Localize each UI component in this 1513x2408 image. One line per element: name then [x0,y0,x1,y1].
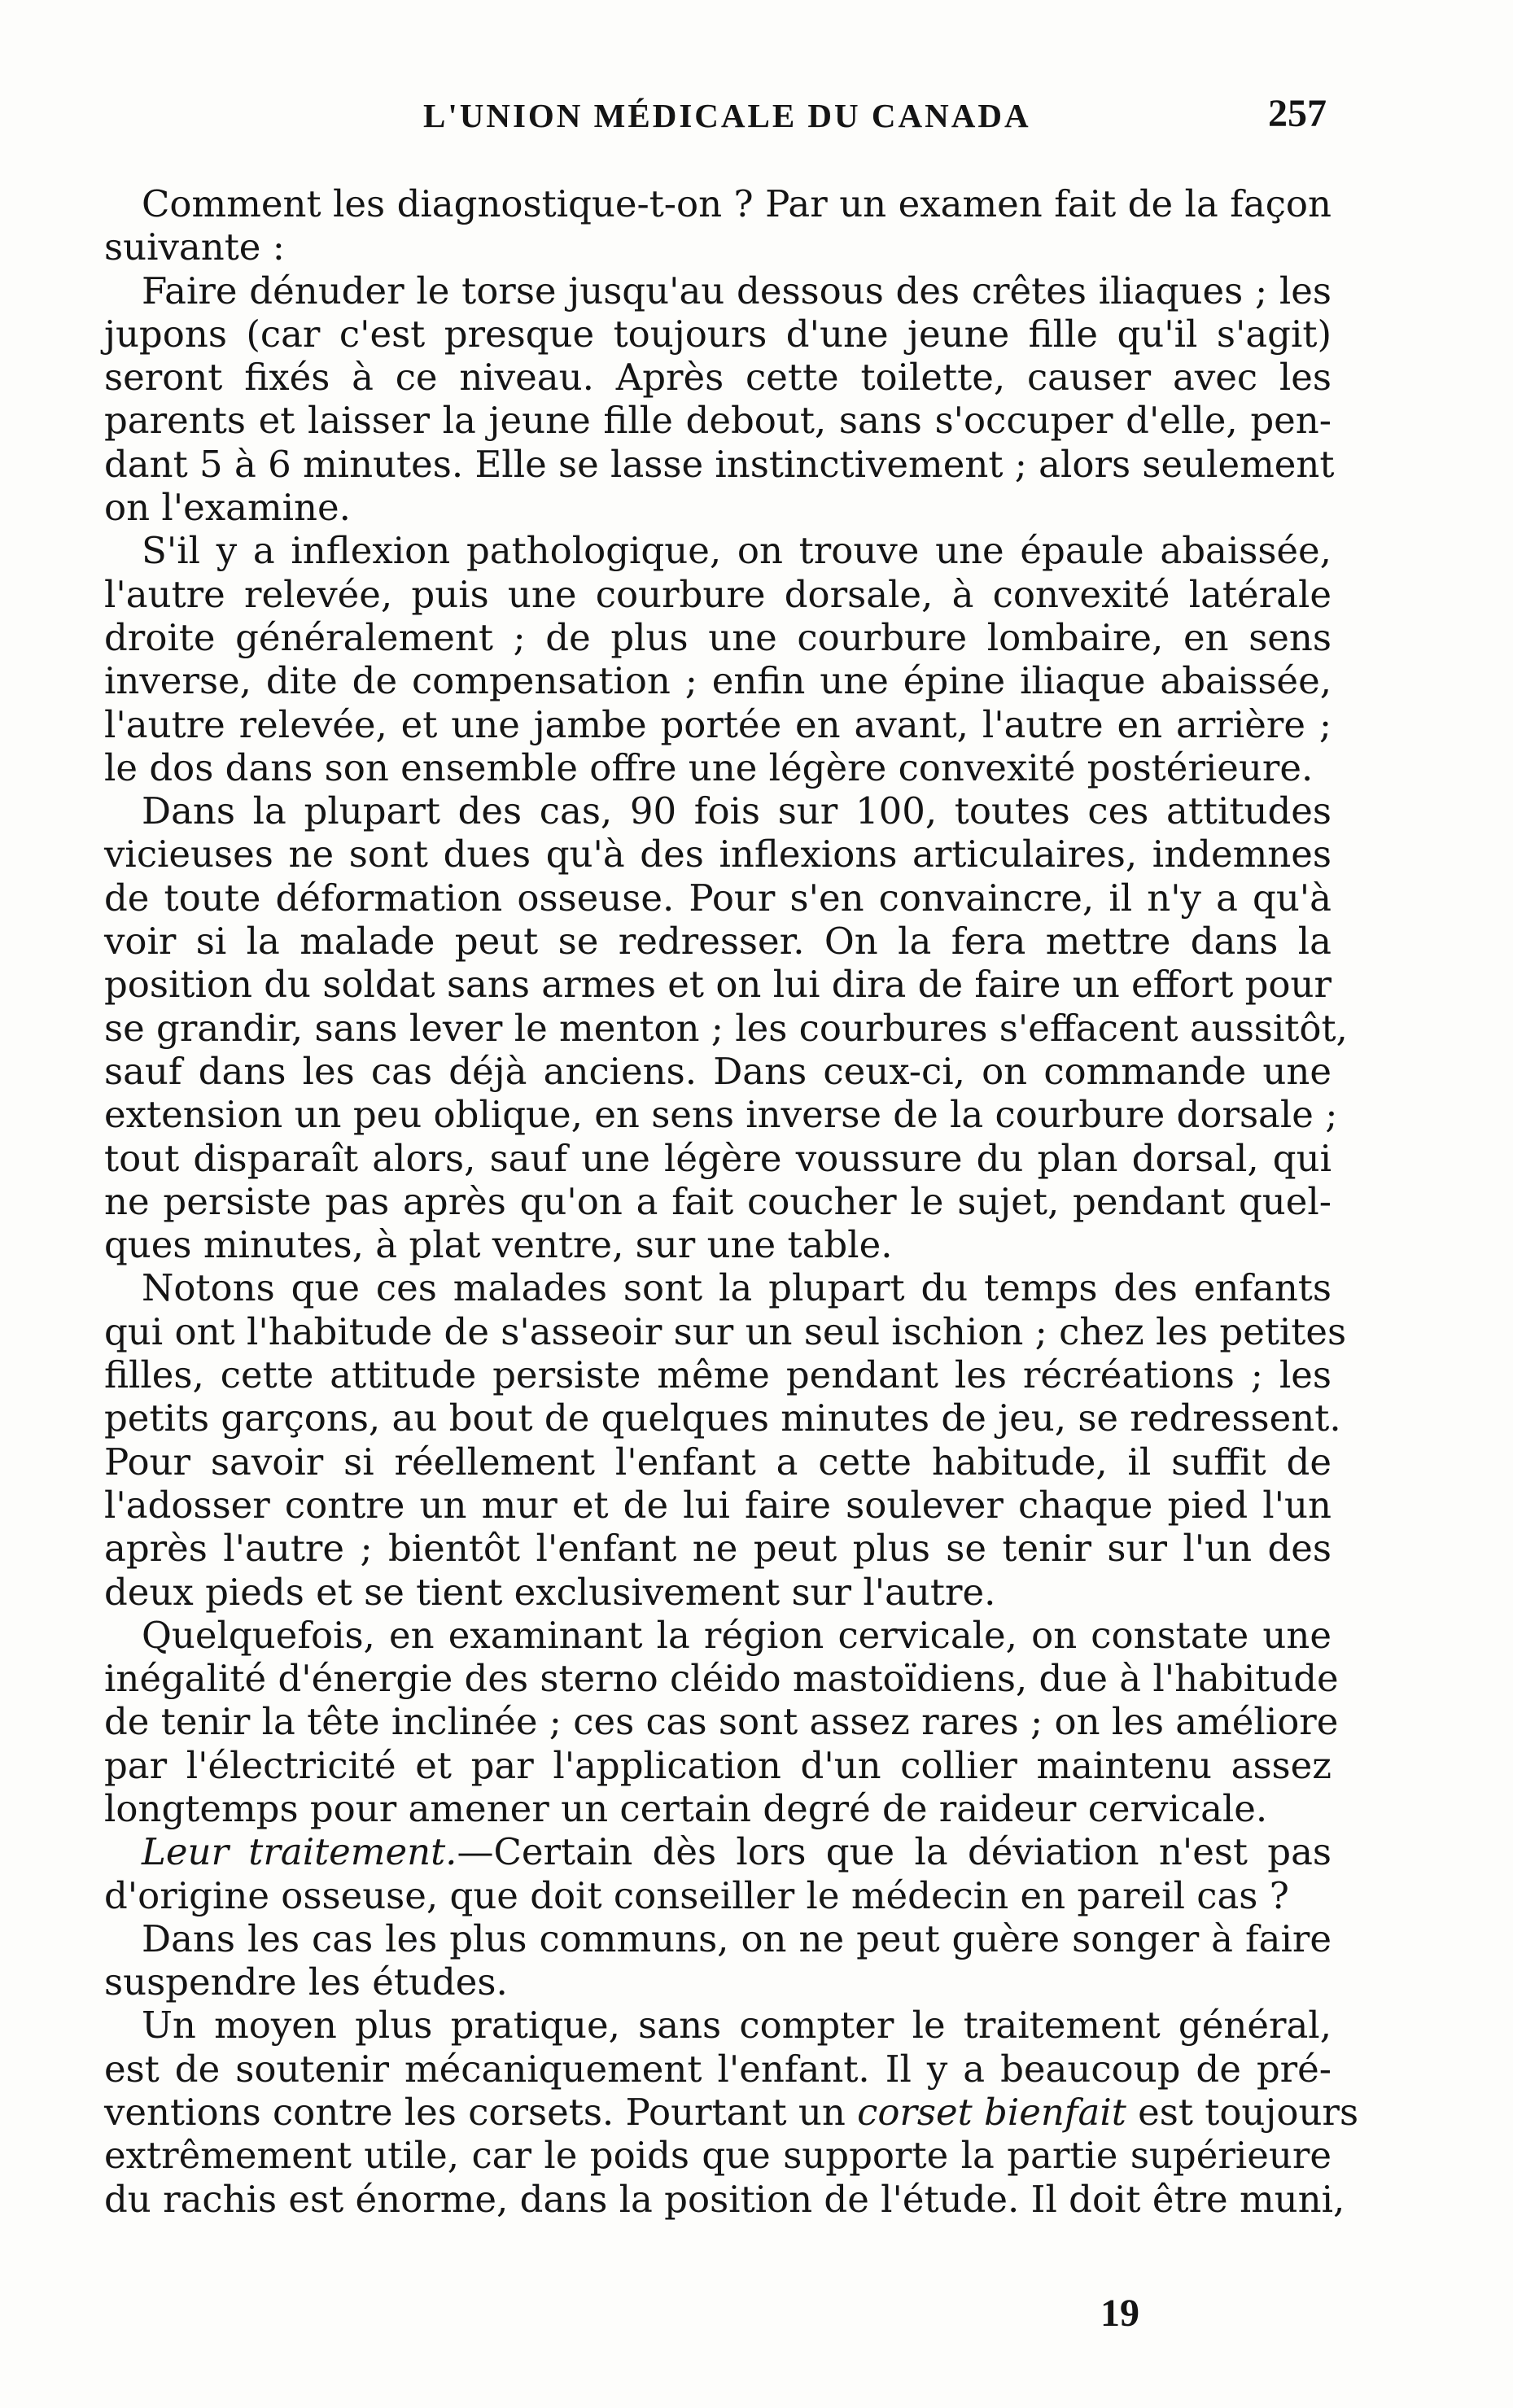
text-line: Notons que ces malades sont la plupart du temps des enfants [142,1266,1332,1310]
text-line: du rachis est énorme, dans la position de l'étude. Il doit être muni, [104,2177,1345,2221]
text-line: d'origine osseuse, que doit conseiller le médecin en pareil cas ? [104,1873,1289,1917]
text-line: vicieuses ne sont dues qu'à des inflexions articulaires, indemnes [104,833,1332,876]
line-text: —Certain dès lors que la déviation n'est pas [457,1830,1332,1874]
text-line: de toute déformation osseuse. Pour s'en convaincre, il n'y a qu'à [104,876,1332,920]
text-line: l'autre relevée, et une jambe portée en avant, l'autre en arrière ; [104,702,1332,746]
text-line: Comment les diagnostique-t-on ? Par un examen fait de la façon [142,182,1332,225]
text-line: position du soldat sans armes et on lui dira de faire un effort pour [104,963,1332,1007]
text-line: l'autre relevée, puis une courbure dorsale, à convexité latérale [104,572,1332,616]
text-line: Un moyen plus pratique, sans compter le traitement général, [142,2004,1332,2047]
text-line: inégalité d'énergie des sterno cléido mastoïdiens, due à l'habitude [104,1657,1339,1701]
text-line [104,1830,1332,1873]
text-line: ventions contre les corsets. Pourtant un corset bienfait est toujours [104,2091,1359,2135]
text-line: suspendre les études. [104,1960,508,2004]
text-line: S'il y a inflexion pathologique, on trouve une épaule abaissée, [142,529,1332,573]
text-line: l'adosser contre un mur et de lui faire soulever chaque pied l'un [104,1483,1332,1527]
text-line: petits garçons, au bout de quelques minutes de jeu, se redressent. [104,1396,1341,1440]
text-line: ne persiste pas après qu'on a fait coucher le sujet, pendant quel- [104,1179,1332,1223]
text-line: dant 5 à 6 minutes. Elle se lasse instinctivement ; alors seulement [104,442,1335,486]
text-line: longtemps pour amener un certain degré de raideur cervicale. [104,1786,1268,1830]
text-line: voir si la malade peut se redresser. On la fera mettre dans la [104,920,1332,964]
running-title: L'UNION MÉDICALE DU CANADA [423,97,1031,134]
text-line: Pour savoir si réellement l'enfant a cette habitude, il suffit de [104,1440,1332,1484]
text-line: extrêmement utile, car le poids que supporte la partie supérieure [104,2134,1332,2178]
text-line: par l'électricité et par l'application d'un collier maintenu assez [104,1743,1332,1787]
text-line: Dans la plupart des cas, 90 fois sur 100, toutes ces attitudes [142,789,1332,833]
italic-phrase: corset bienfait [857,2091,1126,2135]
text-line: Faire dénuder le torse jusqu'au dessous des crêtes iliaques ; les [142,269,1332,312]
text-line: est de soutenir mécaniquement l'enfant. Il y a beaucoup de pré- [104,2047,1332,2091]
text-line: filles, cette attitude persiste même pendant les récréations ; les [104,1353,1332,1397]
text-line: de tenir la tête inclinée ; ces cas sont assez rares ; on les améliore [104,1700,1339,1744]
running-header [106,92,1327,145]
text-line: qui ont l'habitude de s'asseoir sur un seul ischion ; chez les petites [104,1309,1347,1353]
text-line: droite généralement ; de plus une courbure lombaire, en sens [104,615,1332,659]
text-line: sauf dans les cas déjà anciens. Dans ceux-ci, on commande une [104,1049,1332,1093]
italic-heading: Leur traitement. [142,1830,457,1874]
signature-mark: 19 [1100,2292,1139,2335]
text-line: parents et laisser la jeune fille debout, sans s'occuper d'elle, pen- [104,399,1332,443]
text-line: Quelquefois, en examinant la région cervicale, on constate une [142,1613,1332,1657]
text-line: deux pieds et se tient exclusivement sur l'autre. [104,1570,996,1614]
text-line: inverse, dite de compensation ; enfin une épine iliaque abaissée, [104,659,1332,703]
text-line: extension un peu oblique, en sens inverse de la courbure dorsale ; [104,1093,1338,1137]
text-line: Dans les cas les plus communs, on ne peut guère songer à faire [142,1916,1332,1960]
text-line: tout disparaît alors, sauf une légère voussure du plan dorsal, qui [104,1136,1332,1180]
text-line: jupons (car c'est presque toujours d'une jeune fille qu'il s'agit) [104,312,1332,356]
text-line: suivante : [104,225,285,269]
text-line: seront fixés à ce niveau. Après cette toilette, causer avec les [104,356,1332,400]
text-line: se grandir, sans lever le menton ; les courbures s'effacent aussitôt, [104,1006,1348,1050]
text-line: après l'autre ; bientôt l'enfant ne peut plus se tenir sur l'un des [104,1527,1332,1571]
text-line: le dos dans son ensemble offre une légère convexité postérieure. [104,745,1314,789]
text-line: ques minutes, à plat ventre, sur une table. [104,1223,893,1267]
body-text [104,182,1359,2221]
page-number: 257 [1268,92,1327,135]
text-line: on l'examine. [104,486,351,530]
